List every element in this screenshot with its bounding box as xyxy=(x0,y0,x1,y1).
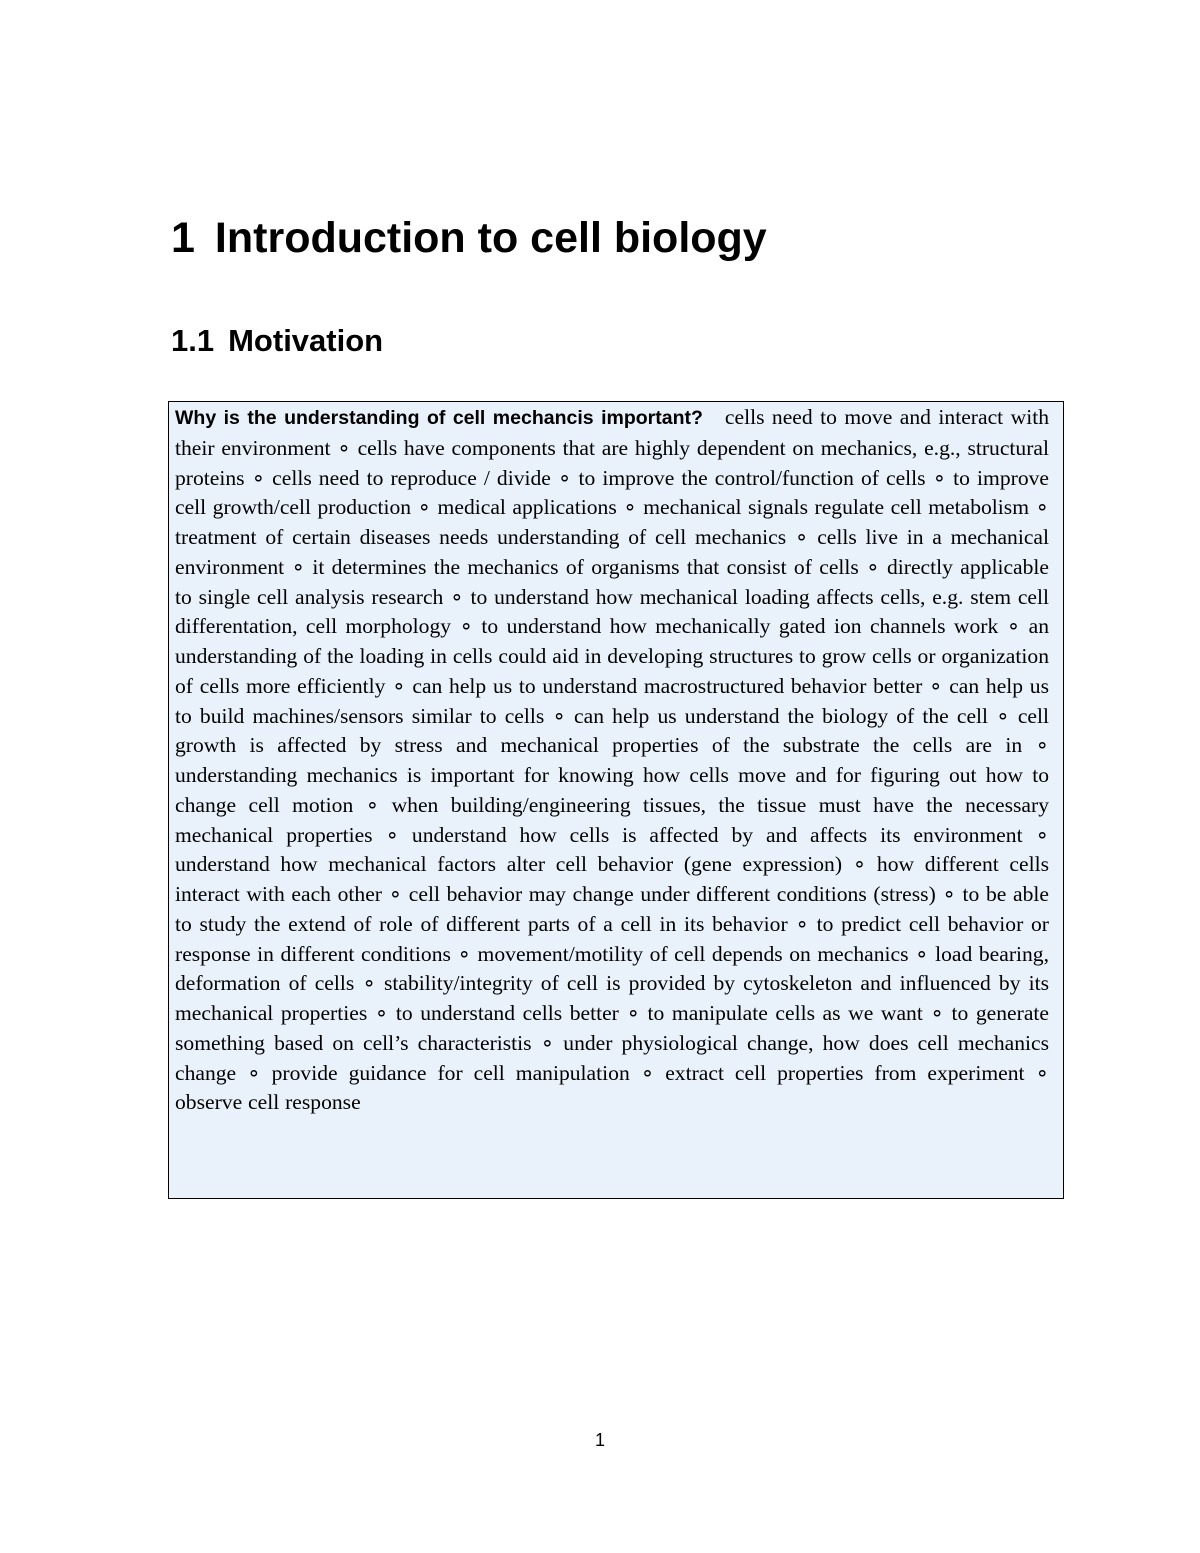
motivation-box xyxy=(168,401,1064,1199)
chapter-number: 1 xyxy=(171,214,195,262)
page-number: 1 xyxy=(594,1430,605,1450)
chapter-heading xyxy=(171,210,767,266)
motivation-question: Why is the understanding of cell mechancis important? xyxy=(175,407,703,429)
section-heading xyxy=(171,321,383,361)
section-number: 1.1 xyxy=(171,323,215,358)
chapter-title: Introduction to cell biology xyxy=(214,214,767,262)
section-title: Motivation xyxy=(228,323,384,358)
motivation-paragraph xyxy=(175,403,1049,1118)
motivation-answers: cells need to move and interact with their environment ∘ cells have components that are highly dependent on mechanics, e.g., structural proteins ∘ cells need to reproduce / divide ∘ to improve the control/function of cells ∘ to improve cell growth/cell production ∘ medical applications ∘ mechanical signals regulate cell metabolism ∘ treatment of certain diseases needs understanding of cell mechanics ∘ cells live in a mechanical environment ∘ it determines the mechanics of organisms that consist of cells ∘ directly applicable to single cell analysis research ∘ to understand how mechanical loading affects cells, e.g. stem cell differentation, cell morphology ∘ to understand how mechanically gated ion channels work ∘ an understanding of the loading in cells could aid in developing structures to grow cells or organization of cells more efficiently ∘ can help us to understand macrostructured behavior better ∘ can help us to build machines/sensors similar to cells ∘ can help us understand the biology of the cell ∘ cell growth is affected by stress and mechanical properties of the substrate the cells are in ∘ understanding mechanics is important for knowing how cells move and for figuring out how to change cell motion ∘ when building/engineering tissues, the tissue must have the necessary mechanical properties ∘ understand how cells is affected by and affects its environment ∘ understand how mechanical factors alter cell behavior (gene expression) ∘ how different cells interact with each other ∘ cell behavior may change under different conditions (stress) ∘ to be able to study the extend of role of different parts of a cell in its behavior ∘ to predict cell behavior or response in different conditions ∘ movement/motility of cell depends on mechanics ∘ load bearing, deformation of cells ∘ stability/integrity of cell is provided by cytoskeleton and influenced by its mechanical properties ∘ to understand cells better ∘ to manipulate cells as we want ∘ to generate something based on cell’s characteristis ∘ under physiological change, how does cell mechanics change ∘ provide guidance for cell manipulation ∘ extract cell properties from experiment ∘ observe cell response xyxy=(175,405,1049,1115)
